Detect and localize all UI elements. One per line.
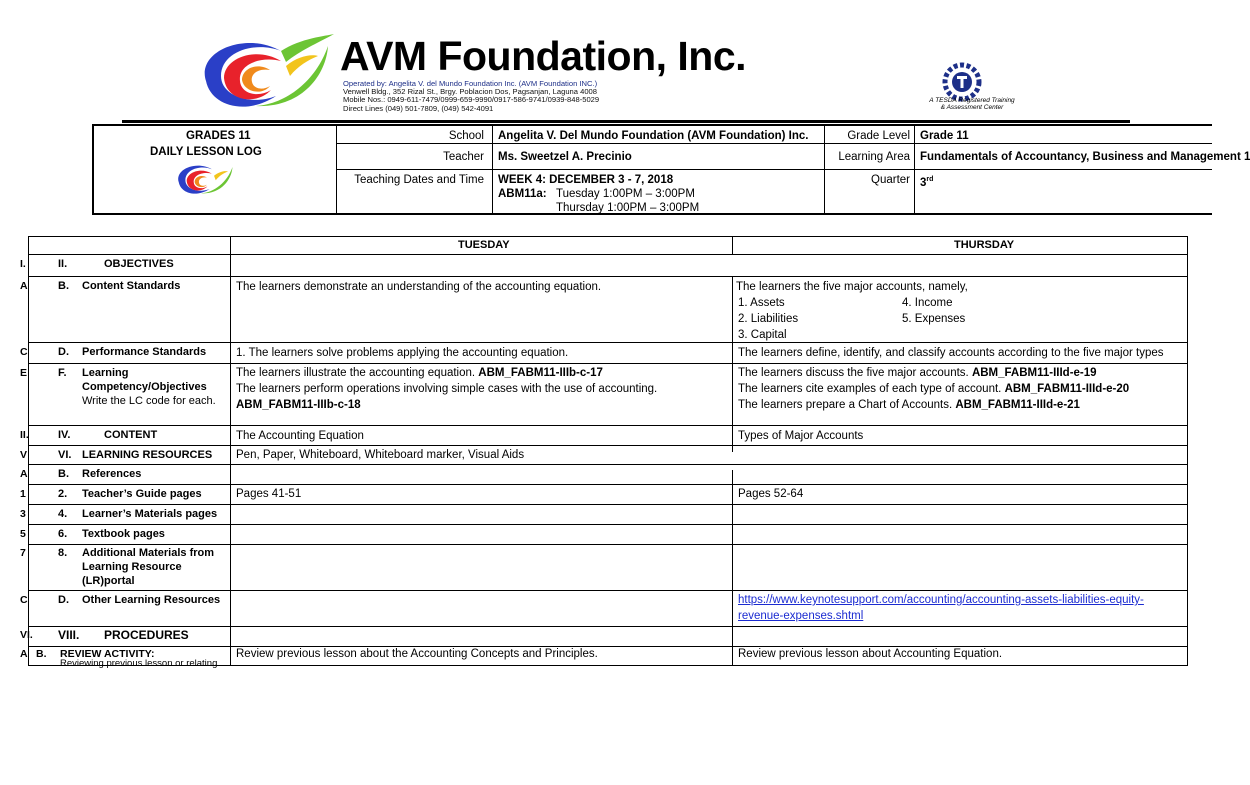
row-label: PROCEDURES	[104, 628, 189, 642]
column-header-tuesday: TUESDAY	[458, 239, 510, 251]
competency-text: The learners illustrate the accounting equation.	[236, 367, 479, 379]
row-number: B.	[58, 468, 69, 480]
row-label: Additional Materials from	[82, 547, 215, 559]
tuesday-time: Tuesday 1:00PM – 3:00PM	[556, 188, 695, 200]
avm-logo-small	[170, 156, 236, 200]
divider	[336, 143, 1212, 144]
divider	[28, 544, 1188, 545]
row-prefix: VI.	[20, 629, 33, 641]
row-label: Textbook pages	[82, 528, 165, 540]
row-prefix: C	[20, 594, 28, 606]
divider	[28, 445, 1188, 446]
divider	[28, 626, 1188, 627]
mobile-line: Mobile Nos.: 0949-611-7479/0999-659-9990/0917-586-9741/0939-848-5029	[343, 95, 600, 105]
content-standards-tuesday: The learners demonstrate an understanding of the accounting equation.	[236, 281, 602, 293]
row-prefix: E	[20, 367, 28, 379]
divider	[732, 236, 733, 254]
row-number: 8.	[58, 547, 68, 559]
direct-lines: Direct Lines (049) 501-7809, (049) 542-4091	[343, 103, 494, 113]
account-item: 4. Income	[902, 297, 953, 309]
row-number: VIII.	[58, 628, 80, 642]
week-value: WEEK 4: DECEMBER 3 - 7, 2018	[498, 174, 674, 186]
tesda-caption-line: & Assessment Center	[940, 104, 1004, 111]
section-value: ABM11a:	[498, 188, 547, 200]
divider	[28, 590, 1188, 591]
column-header-thursday: THURSDAY	[954, 239, 1015, 251]
performance-standards-tuesday: 1. The learners solve problems applying the accounting equation.	[236, 347, 569, 359]
row-label: Performance Standards	[82, 346, 207, 358]
review-thursday: Review previous lesson about Accounting Equation.	[738, 648, 1003, 660]
row-label: OBJECTIVES	[104, 258, 174, 270]
account-item: 5. Expenses	[902, 313, 966, 325]
lc-code: ABM_FABM11-IIIb-c-17	[478, 367, 603, 379]
row-prefix: 5	[20, 528, 26, 540]
account-item: 3. Capital	[738, 329, 787, 341]
row-competency-note: Write the LC code for each.	[82, 395, 216, 407]
row-prefix: V	[20, 449, 28, 461]
divider	[28, 342, 1188, 343]
row-prefix: A	[20, 468, 28, 480]
resource-link[interactable]: https://www.keynotesupport.com/accounting/accounting-assets-liabilities-equity-	[738, 594, 1144, 606]
content-standards-thursday-intro: The learners the five major accounts, namely,	[736, 281, 968, 293]
row-prefix: C	[20, 346, 28, 358]
divider	[28, 363, 1188, 364]
divider	[28, 254, 1188, 255]
row-prefix: 7	[20, 547, 26, 559]
divider	[28, 276, 1188, 277]
divider	[230, 236, 231, 666]
row-number: F.	[58, 367, 67, 379]
row-number: D.	[58, 594, 69, 606]
organization-name: AVM Foundation, Inc.	[340, 33, 747, 79]
learning-resources-value: Pen, Paper, Whiteboard, Whiteboard marker, Visual Aids	[236, 449, 525, 461]
divider	[732, 470, 733, 666]
row-label: Learner’s Materials pages	[82, 508, 218, 520]
competency-tuesday-1	[236, 365, 603, 381]
row-prefix: A	[20, 648, 28, 660]
lc-code: ABM_FABM11-IIId-e-19	[971, 367, 1097, 379]
grade-level-label: Grade Level	[847, 130, 910, 142]
school-value: Angelita V. Del Mundo Foundation (AVM Foundation) Inc.	[498, 130, 809, 142]
quarter-suffix: rd	[926, 176, 934, 183]
address-line: Venwell Bldg., 352 Rizal St., Brgy. Poblacion Dos, Pagsanjan, Laguna 4008	[343, 87, 597, 97]
competency-text: The learners discuss the five major accounts.	[738, 367, 972, 379]
operator-line: Operated by: Angelita V. del Mundo Foundation Inc. (AVM Foundation INC.)	[343, 79, 598, 88]
lc-code: ABM_FABM11-IIId-e-20	[1004, 383, 1130, 395]
divider	[28, 236, 1188, 237]
thursday-time: Thursday 1:00PM – 3:00PM	[556, 202, 700, 214]
row-prefix: 1	[20, 488, 26, 500]
divider	[28, 646, 1188, 647]
school-label: School	[448, 130, 484, 142]
divider	[28, 524, 1188, 525]
row-review-note: Reviewing previous lesson or relating	[60, 658, 218, 669]
account-item: 1. Assets	[738, 297, 785, 309]
row-number: 6.	[58, 528, 68, 540]
row-number: IV.	[58, 429, 71, 441]
lesson-log-header	[92, 124, 1250, 215]
dates-label: Teaching Dates and Time	[354, 174, 484, 186]
review-tuesday: Review previous lesson about the Accounting Concepts and Principles.	[236, 648, 598, 660]
row-label: Content Standards	[82, 280, 181, 292]
divider	[336, 169, 1212, 170]
row-number: VI.	[58, 449, 72, 461]
teachers-guide-tuesday: Pages 41-51	[236, 488, 302, 500]
competency-text: The learners prepare a Chart of Accounts.	[738, 399, 956, 411]
resource-link[interactable]: revenue-expenses.shtml	[738, 610, 864, 622]
row-label: Teacher’s Guide pages	[82, 488, 202, 500]
learning-area-label: Learning Area	[838, 151, 910, 163]
grade-level-value: Grade 11	[920, 130, 969, 142]
avm-logo	[186, 26, 336, 116]
competency-tuesday-2: The learners perform operations involving simple cases with the use of accounting.	[236, 383, 658, 395]
performance-standards-thursday: The learners define, identify, and classify accounts according to the five major types	[738, 347, 1164, 359]
tesda-caption-line: A TESDA Registered Training	[929, 97, 1015, 104]
account-item: 2. Liabilities	[738, 313, 799, 325]
log-title: DAILY LESSON LOG	[150, 146, 262, 158]
divider	[28, 504, 1188, 505]
row-additional-materials-label-3: (LR)portal	[82, 575, 135, 587]
row-number: D.	[58, 346, 69, 358]
tesda-seal-icon	[936, 62, 988, 102]
divider	[28, 484, 1188, 485]
divider	[28, 425, 1188, 426]
row-prefix: II.	[20, 429, 29, 441]
other-resources-link-line-1[interactable]	[738, 592, 1144, 608]
row-number: II.	[58, 258, 68, 270]
teachers-guide-thursday: Pages 52-64	[738, 488, 804, 500]
tesda-caption	[912, 97, 1032, 111]
organization-details	[343, 80, 599, 113]
competency-thursday-2	[738, 381, 1129, 397]
competency-thursday-1	[738, 365, 1097, 381]
content-tuesday: The Accounting Equation	[236, 430, 364, 442]
row-number: B.	[58, 280, 69, 292]
row-additional-materials-label-2: Learning Resource	[82, 561, 182, 573]
row-prefix: 3	[20, 508, 26, 520]
row-label: References	[82, 468, 142, 480]
quarter-label: Quarter	[871, 174, 910, 186]
row-prefix: A	[20, 280, 28, 292]
divider	[1187, 236, 1188, 666]
letterhead-divider	[122, 120, 1130, 123]
competency-text: The learners cite examples of each type of account.	[738, 383, 1005, 395]
row-label: LEARNING RESOURCES	[82, 449, 213, 461]
row-prefix: I.	[20, 258, 26, 270]
lesson-table	[20, 236, 1188, 669]
quarter-value	[920, 173, 933, 190]
teacher-value: Ms. Sweetzel A. Precinio	[498, 151, 632, 163]
row-label: Learning	[82, 367, 129, 379]
lc-code: ABM_FABM11-IIIb-c-18	[236, 399, 361, 411]
divider	[28, 236, 29, 666]
learning-area-value: Fundamentals of Accountancy, Business and Management 1	[920, 151, 1250, 163]
divider	[28, 464, 1188, 465]
row-competency-label-2: Competency/Objectives	[82, 381, 207, 393]
row-label: REVIEW ACTIVITY:	[60, 648, 155, 660]
competency-thursday-3	[738, 397, 1080, 413]
content-thursday: Types of Major Accounts	[738, 430, 864, 442]
row-number: 2.	[58, 488, 68, 500]
grade-title: GRADES 11	[186, 130, 251, 142]
row-label: CONTENT	[104, 429, 158, 441]
row-number: B.	[36, 648, 47, 660]
lc-code: ABM_FABM11-IIId-e-21	[955, 399, 1080, 411]
row-label: Other Learning Resources	[82, 594, 221, 606]
quarter-number: 3	[920, 176, 927, 189]
row-number: 4.	[58, 508, 68, 520]
teacher-label: Teacher	[443, 151, 484, 163]
other-resources-link-line-2[interactable]	[738, 608, 863, 624]
